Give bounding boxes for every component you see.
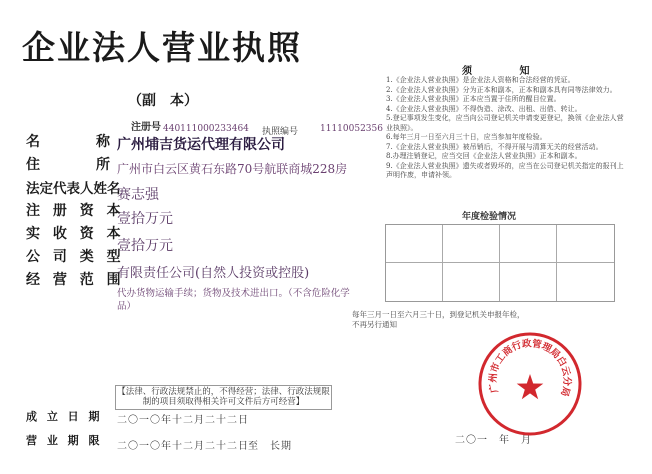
- notice-item: 8.办理注销登记，应当交回《企业法人营业执照》正本和副本。: [386, 152, 582, 160]
- annual-inspection-title: 年度检验情况: [462, 212, 517, 222]
- inspection-cell: [443, 225, 500, 263]
- seal-text: 广州市工商行政管理局白云分局: [487, 338, 573, 398]
- license-label: 执照编号: [262, 127, 299, 137]
- reg-label: 注册号: [131, 122, 161, 133]
- paid-capital: 壹拾万元: [117, 238, 173, 254]
- registered-capital: 壹拾万元: [117, 211, 173, 227]
- notice-item: 6.每年三月一日至六月三十日，应当参加年度检验。: [386, 133, 547, 141]
- field-label-name: 名 称: [26, 134, 110, 150]
- star-icon: [517, 374, 544, 399]
- inspection-cell: [386, 225, 443, 263]
- notice-item: 3.《企业法人营业执照》正本应当置于住所的醒目位置。: [386, 95, 561, 103]
- established-label: 成 立 日 期: [26, 410, 103, 423]
- field-label-business-scope: 经 营 范 围: [26, 272, 125, 288]
- license-number: 11110052356: [320, 124, 383, 134]
- annual-note-line: 每年三月一日至六月三十日，到登记机关申报年检，: [352, 310, 525, 319]
- inspection-cell: [557, 225, 614, 263]
- notice-item: 4.《企业法人营业执照》不得伪造、涂改、出租、出借、转让。: [386, 104, 582, 113]
- page-title: 企业法人营业执照: [22, 28, 302, 67]
- official-seal: [476, 330, 584, 438]
- company-address: 广州市白云区黄石东路70号航联商城228房: [117, 162, 348, 176]
- notice-item: 7.《企业法人营业执照》被吊销后，不得开展与清算无关的经营活动。: [386, 142, 603, 151]
- copy-type: （副 本）: [128, 93, 198, 109]
- term-start-date: 二〇一〇年十二月二十二日: [117, 441, 249, 452]
- inspection-cell: [500, 225, 557, 263]
- company-type: 有限责任公司(自然人投资或控股): [117, 266, 310, 281]
- notice-title: 须 知: [462, 66, 552, 77]
- field-label-legal-rep: 法定代表人姓名: [26, 181, 121, 197]
- annual-inspection-note: [352, 310, 525, 330]
- notice-item: 2.《企业法人营业执照》分为正本和副本，正本和副本具有同等法律效力。: [386, 85, 617, 94]
- inspection-cell: [443, 263, 500, 301]
- annual-inspection-grid: [385, 224, 615, 302]
- notice-item: 1.《企业法人营业执照》是企业法人资格和合法经营的凭证。: [386, 76, 575, 84]
- notice-list: [386, 76, 626, 181]
- business-scope: 代办货物运输手续；货物及技术进出口。（不含危险化学品）: [117, 288, 350, 312]
- notice-item: 5.登记事项发生变化，应当向公司登记机关申请变更登记，换领《企业法人营业执照》。: [386, 114, 624, 132]
- term-end: 至 长期: [248, 441, 292, 452]
- inspection-cell: [557, 263, 614, 301]
- inspection-cell: [386, 263, 443, 301]
- inspection-cell: [500, 263, 557, 301]
- issue-date: 二〇一 年 月: [455, 435, 532, 446]
- annual-note-line: 不再另行通知: [352, 320, 397, 329]
- company-name: 广州埔吉货运代理有限公司: [117, 137, 285, 153]
- field-label-paid-capital: 实 收 资 本: [26, 226, 125, 242]
- term-label: 营 业 期 限: [26, 434, 103, 447]
- field-label-address: 住 所: [26, 157, 110, 173]
- reg-number: 440111000233464: [163, 124, 249, 134]
- legal-notice-box: 【法律、行政法规禁止的，不得经营；法律、行政法规限制的项目须取得相关许可文件后方可经营】: [115, 385, 332, 410]
- legal-representative: 赛志强: [117, 187, 159, 203]
- established-date: 二〇一〇年十二月二十二日: [117, 415, 249, 426]
- field-label-company-type: 公 司 类 型: [26, 249, 125, 265]
- notice-item: 9.《企业法人营业执照》遗失或者毁坏的，应当在公司登记机关指定的报刊上声明作废，申请补领。: [386, 161, 624, 179]
- field-label-registered-capital: 注 册 资 本: [26, 203, 125, 219]
